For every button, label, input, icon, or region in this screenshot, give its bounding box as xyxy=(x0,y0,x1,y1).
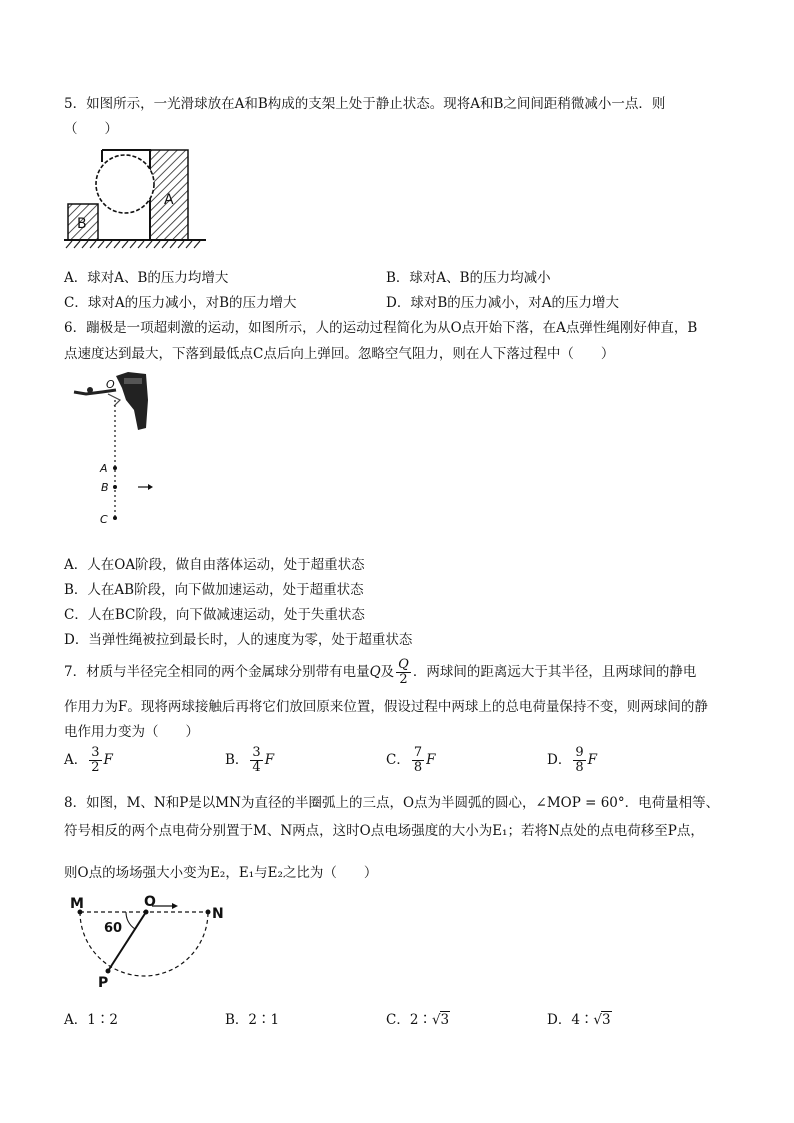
q8-option-d: D．4∶√3 xyxy=(547,1012,611,1028)
q6-stem-line2: 点速度达到最大，下落到最低点C点后向上弹回。忽略空气阻力，则在人下落过程中（ ） xyxy=(64,346,615,362)
q7-option-b-label: B． xyxy=(225,752,249,768)
q7-option-b-num: 3 xyxy=(252,745,261,761)
q7-option-d-den: 8 xyxy=(575,760,584,775)
q7-option-d xyxy=(547,742,597,778)
q7-option-a-num: 3 xyxy=(91,745,100,761)
q7-option-d-label: D． xyxy=(547,752,572,768)
q7-and: 及 xyxy=(380,664,395,680)
q7-charge-half xyxy=(396,658,411,686)
q6-stem-line1: 6．蹦极是一项超刺激的运动，如图所示，人的运动过程简化为从O点开始下落，在A点弹性绳刚好伸直，B xyxy=(64,320,698,336)
q8-figure xyxy=(64,892,234,992)
q7-option-c-den: 8 xyxy=(413,760,423,775)
ball xyxy=(96,155,154,213)
label-n: N xyxy=(212,906,224,922)
q7-option-a xyxy=(64,742,113,778)
q7-option-a-var: F xyxy=(103,752,113,768)
q7-stem-line3: 电作用力变为（ ） xyxy=(64,724,199,740)
q6-option-d: D．当弹性绳被拉到最长时，人的速度为零，处于超重状态 xyxy=(64,632,413,648)
q8-option-a-value: 1∶2 xyxy=(87,1012,118,1028)
semicircle-arc xyxy=(80,912,208,976)
q8-option-c-sqrt: 3 xyxy=(440,1012,450,1028)
label-o: O xyxy=(144,894,156,910)
q7-option-c-num: 7 xyxy=(413,745,423,761)
q7-option-b xyxy=(225,742,274,778)
q7-text-pre: 7．材质与半径完全相同的两个金属球分别带有电量 xyxy=(64,664,370,680)
q7-frac-num: Q xyxy=(398,657,409,673)
q7-option-b-var: F xyxy=(264,752,275,768)
label-a: A xyxy=(100,462,108,475)
q6-figure xyxy=(68,370,164,534)
q8-option-c: C．2∶√3 xyxy=(386,1012,450,1028)
q8-option-a-label: A． xyxy=(64,1012,88,1028)
label-c: C xyxy=(100,513,108,526)
label-b: B xyxy=(101,481,109,494)
q7-text-post: ．两球间的距离远大于其半径，且两球间的静电 xyxy=(412,664,697,680)
field-arrow-icon xyxy=(172,903,178,909)
q7-option-d-var: F xyxy=(587,752,597,768)
q7-stem-line1 xyxy=(64,652,696,692)
q7-option-a-den: 2 xyxy=(91,760,100,775)
q6-option-b: B．人在AB阶段，向下做加速运动，处于超重状态 xyxy=(64,582,364,598)
q7-option-c-var: F xyxy=(426,752,436,768)
q7-option-c-label: C． xyxy=(386,752,410,768)
q7-option-a-label: A． xyxy=(64,752,88,768)
q7-stem-line2: 作用力为F。现将两球接触后再将它们放回原来位置，假设过程中两球上的总电荷量保持不变，则两球间的静 xyxy=(64,699,708,715)
q8-option-c-value: 2∶ xyxy=(409,1012,432,1028)
q8-stem-line3: 则O点的场场强大小变为E₂，E₁与E₂之比为（ ） xyxy=(64,865,378,881)
q8-option-b-value: 2∶1 xyxy=(248,1012,280,1028)
q5-option-c: C．球对A的压力减小，对B的压力增大 xyxy=(64,295,297,311)
q8-option-c-label: C． xyxy=(386,1012,410,1028)
q5-option-b: B．球对A、B的压力均减小 xyxy=(386,270,551,286)
q7-charge-q: Q xyxy=(369,664,381,680)
q8-option-d-sqrt: 3 xyxy=(602,1012,611,1028)
q5-figure xyxy=(62,146,210,250)
label-p: P xyxy=(98,975,109,991)
q8-option-b-label: B． xyxy=(225,1012,249,1028)
q6-option-c: C．人在BC阶段，向下做减速运动，处于失重状态 xyxy=(64,607,365,623)
q5-option-a: A．球对A、B的压力均增大 xyxy=(64,270,229,286)
q7-option-b-den: 4 xyxy=(252,760,261,775)
q8-option-d-label: D． xyxy=(547,1012,572,1028)
label-a: A xyxy=(164,192,174,208)
q5-stem-line2: （ ） xyxy=(64,121,118,137)
label-o: O xyxy=(106,378,115,391)
q6-option-a: A．人在OA阶段，做自由落体运动，处于超重状态 xyxy=(64,557,365,573)
q8-stem-line2: 符号相反的两个点电荷分别置于M、N两点，这时O点电场强度的大小为E₁；若将N点处的点电荷移至P点， xyxy=(64,823,704,839)
q7-option-c xyxy=(386,742,436,778)
label-m: M xyxy=(70,896,84,912)
q8-option-a xyxy=(64,1008,118,1028)
q8-stem-line1: 8．如图，M、N和P是以MN为直径的半圈弧上的三点，O点为半圆弧的圆心，∠MOP = 60°．电荷量相等、 xyxy=(64,795,720,811)
q5-option-d: D．球对B的压力减小，对A的压力增大 xyxy=(386,295,619,311)
q7-option-d-num: 9 xyxy=(575,745,584,761)
label-angle: 60 xyxy=(104,921,123,936)
q7-frac-den: 2 xyxy=(399,672,408,687)
label-b: B xyxy=(77,216,87,232)
q5-stem-line1: 5．如图所示，一光滑球放在A和B构成的支架上处于静止状态。现将A和B之间间距稍微减小一点．则 xyxy=(64,96,666,112)
q8-option-d-value: 4∶ xyxy=(571,1012,594,1028)
q8-option-b xyxy=(225,1008,279,1028)
